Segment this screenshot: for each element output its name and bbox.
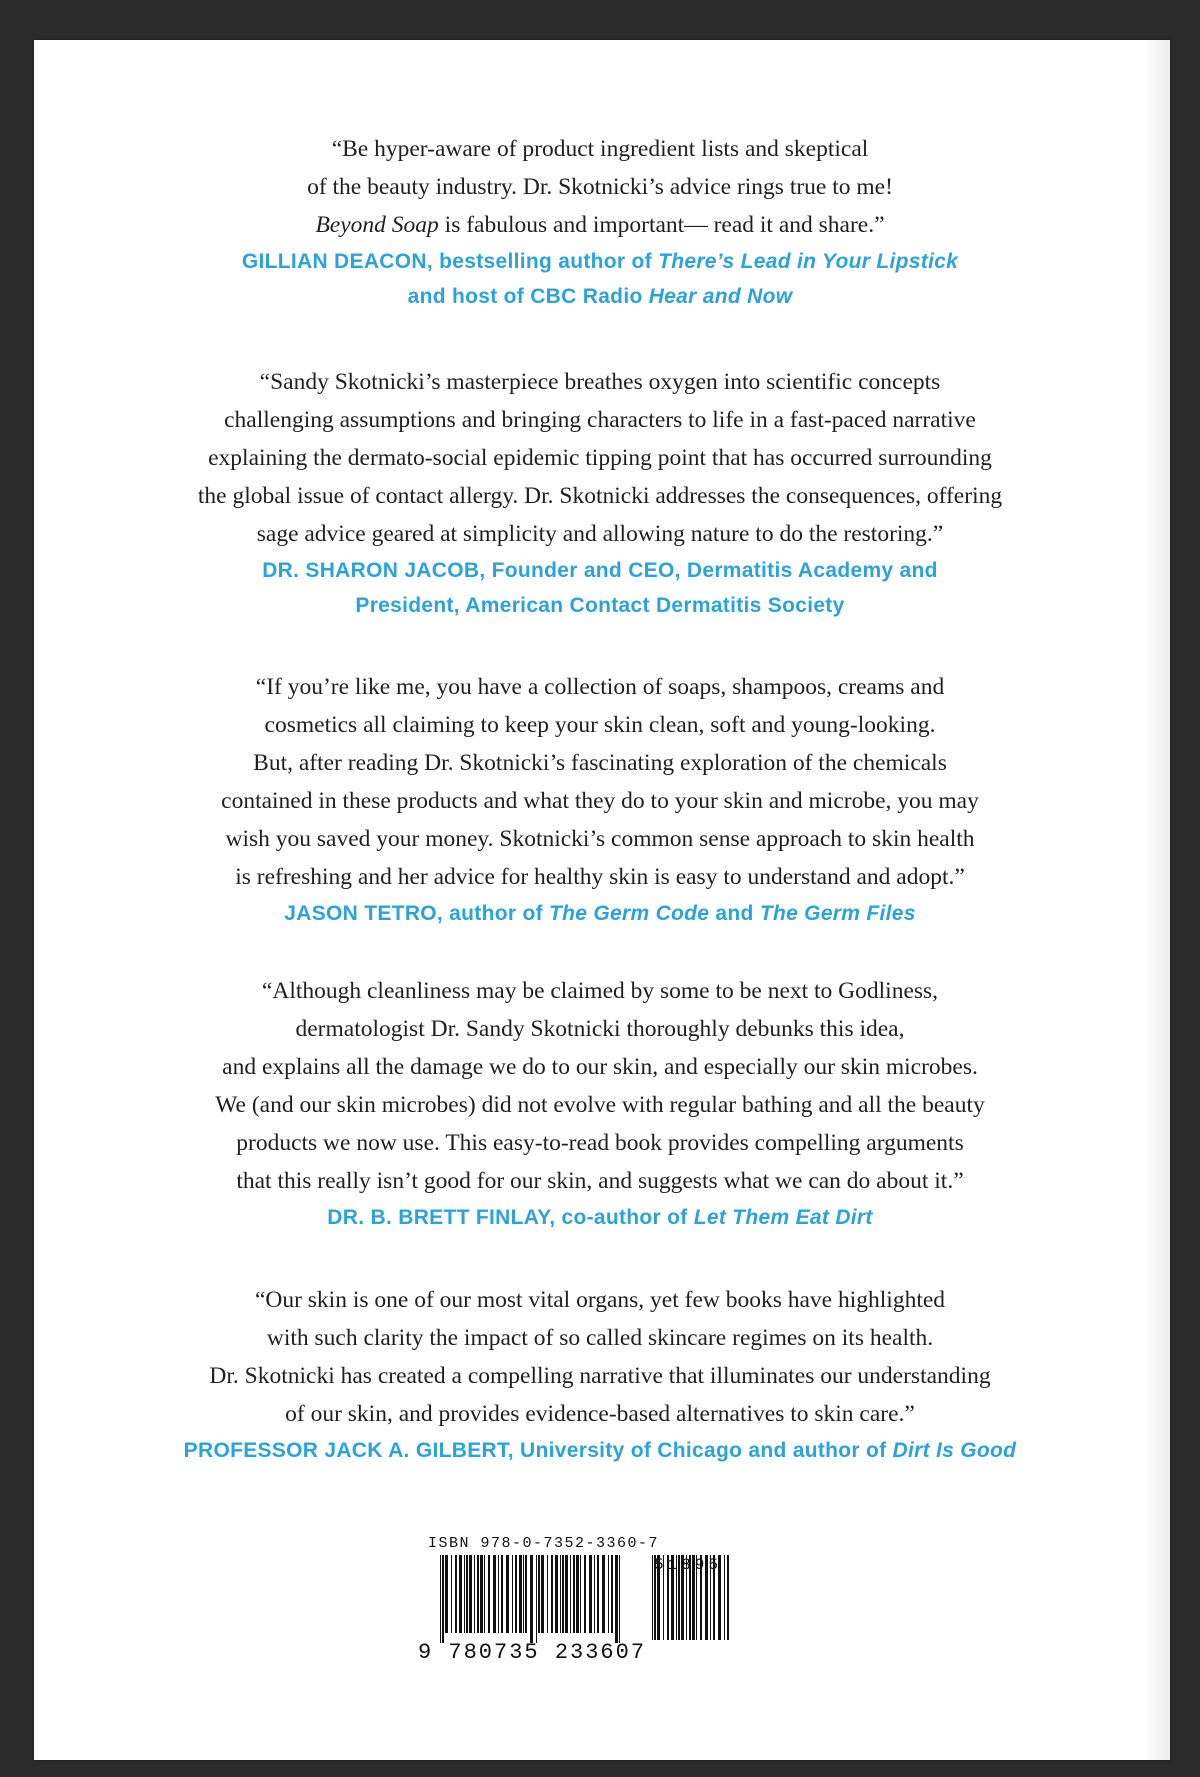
barcode-bar [562,1555,564,1633]
quote-line: of the beauty industry. Dr. Skotnicki’s advice rings true to me! [307,174,893,200]
barcode-bar [474,1555,475,1633]
barcode-bar [652,1555,653,1640]
attribution-text: PROFESSOR JACK A. GILBERT, University of Chicago and author of [183,1439,887,1462]
attribution-text: GILLIAN DEACON, bestselling author of [241,250,652,273]
barcode-bar [440,1555,441,1643]
book-title: Beyond Soap [315,212,439,238]
quote-line: and explains all the damage we do to our skin, and especially our skin microbes. [222,1054,978,1080]
barcode-bar [611,1555,613,1633]
blurb-sharon-jacob [0,363,1200,623]
barcode-bar [506,1555,509,1633]
blurb-jason-tetro [0,668,1200,931]
quote-line: the global issue of contact allergy. Dr. Skotnicki addresses the consequences, offering [197,483,1003,509]
barcode-bar [589,1555,592,1633]
book-title: Dirt Is Good [892,1439,1017,1462]
barcode-bar [525,1555,527,1633]
quote-line: We (and our skin microbes) did not evolve with regular bathing and all the beauty [215,1092,985,1118]
barcode-bar [565,1555,568,1633]
barcode-bar [538,1555,540,1633]
barcode-bar [619,1555,620,1643]
quote-line: “Our skin is one of our most vital organs, yet few books have highlighted [254,1287,946,1313]
quote-line: “Although cleanliness may be claimed by some to be next to Godliness, [261,978,939,1004]
attribution-text: JASON TETRO, author of [284,902,543,925]
barcode-bar [519,1555,522,1633]
attribution-text: DR. B. BRETT FINLAY, co-author of [327,1206,688,1229]
barcode-bar [602,1555,605,1633]
barcode-bar [555,1555,558,1633]
book-title: Let Them Eat Dirt [693,1206,873,1229]
barcode-bar [442,1555,444,1643]
book-title: The Germ Files [759,902,916,925]
barcode-bar [459,1555,462,1633]
quote-line: is refreshing and her advice for healthy skin is easy to understand and adopt.” [235,864,965,890]
quote-line: of our skin, and provides evidence-based alternatives to skin care.” [285,1401,915,1427]
barcode-bar [480,1555,483,1633]
barcode-bar [498,1555,499,1633]
barcode-bar [580,1555,581,1633]
barcode-bar [477,1555,479,1633]
quote-line [0,206,1200,244]
barcode-bar [576,1555,579,1633]
attribution-line [0,279,1200,314]
barcode-bar [530,1555,533,1643]
attribution-line [0,1200,1200,1235]
quote-line: contained in these products and what they do to your skin and microbe, you may [221,788,979,814]
book-title: There’s Lead in Your Lipstick [658,250,959,273]
barcode-bar [493,1555,496,1633]
barcode-bar [515,1555,517,1633]
quote-line: with such clarity the impact of so called skincare regimes on its health. [266,1325,934,1351]
attribution-text: and [715,902,754,925]
quote-line: wish you saved your money. Skotnicki’s common sense approach to skin health [225,826,975,852]
barcode-bar [488,1555,490,1633]
barcode-bar [466,1555,468,1633]
barcode-bar [615,1555,618,1643]
barcode-bar [501,1555,503,1633]
barcode-bar [560,1555,561,1633]
quote-line: Dr. Skotnicki has created a compelling narrative that illuminates our understanding [209,1363,991,1389]
barcode-bar [608,1555,609,1633]
quote-text: is fabulous and important— read it and share.” [444,212,885,238]
attribution-line [0,896,1200,931]
quote-line: But, after reading Dr. Skotnicki’s fascinating exploration of the chemicals [253,750,947,776]
quote-line: challenging assumptions and bringing characters to life in a fast-paced narrative [224,407,976,433]
quote-line: dermatologist Dr. Sandy Skotnicki thoroughly debunks this idea, [295,1016,905,1042]
barcode-bar [451,1555,452,1633]
barcode-bar [455,1555,457,1633]
barcode-bar [541,1555,544,1633]
barcode-bar [445,1555,448,1633]
ean-digits: 9 780735 233607 [418,1640,647,1665]
blurb-gillian-deacon [0,130,1200,314]
barcode-bar [547,1555,548,1633]
attribution-line: President, American Contact Dermatitis Society [355,594,845,617]
quote-line: “Be hyper-aware of product ingredient lists and skeptical [331,136,869,162]
show-title: Hear and Now [648,285,793,308]
barcode-bar [573,1555,575,1633]
quote-line: cosmetics all claiming to keep your skin clean, soft and young-looking. [264,712,936,738]
barcode-bar [469,1555,472,1633]
barcode-bar [512,1555,513,1633]
book-title: The Germ Code [549,902,710,925]
blurb-jack-gilbert [0,1281,1200,1468]
barcode-bar [484,1555,485,1633]
barcode-bar [594,1555,595,1633]
barcode-bar [584,1555,586,1633]
barcode-bar [536,1555,537,1643]
attribution-line [0,1433,1200,1468]
quote-line: products we now use. This easy-to-read book provides compelling arguments [236,1130,964,1156]
barcode-bar [464,1555,465,1633]
barcode-bar [597,1555,599,1633]
quote-line: explaining the dermato-social epidemic tipping point that has occurred surrounding [208,445,992,471]
barcode-bar [727,1555,729,1640]
barcode-bar [570,1555,571,1633]
quote-line: “If you’re like me, you have a collection of soaps, shampoos, creams and [255,674,945,700]
quote-line: sage advice geared at simplicity and allowing nature to do the restoring.” [256,521,944,547]
attribution-line [0,244,1200,279]
barcode-bar [523,1555,524,1633]
blurb-brett-finlay [0,972,1200,1235]
barcode-bar [551,1555,553,1633]
barcode-bar [724,1555,725,1640]
attribution-text: and host of CBC Radio [407,285,643,308]
isbn-label: ISBN 978-0-7352-3360-7 [428,1535,660,1552]
quote-line: “Sandy Skotnicki’s masterpiece breathes oxygen into scientific concepts [259,369,941,395]
attribution-line: DR. SHARON JACOB, Founder and CEO, Dermatitis Academy and [262,559,938,582]
quote-line: that this really isn’t good for our skin, and suggests what we can do about it.” [236,1168,964,1194]
price-code: 51895 [654,1556,723,1574]
